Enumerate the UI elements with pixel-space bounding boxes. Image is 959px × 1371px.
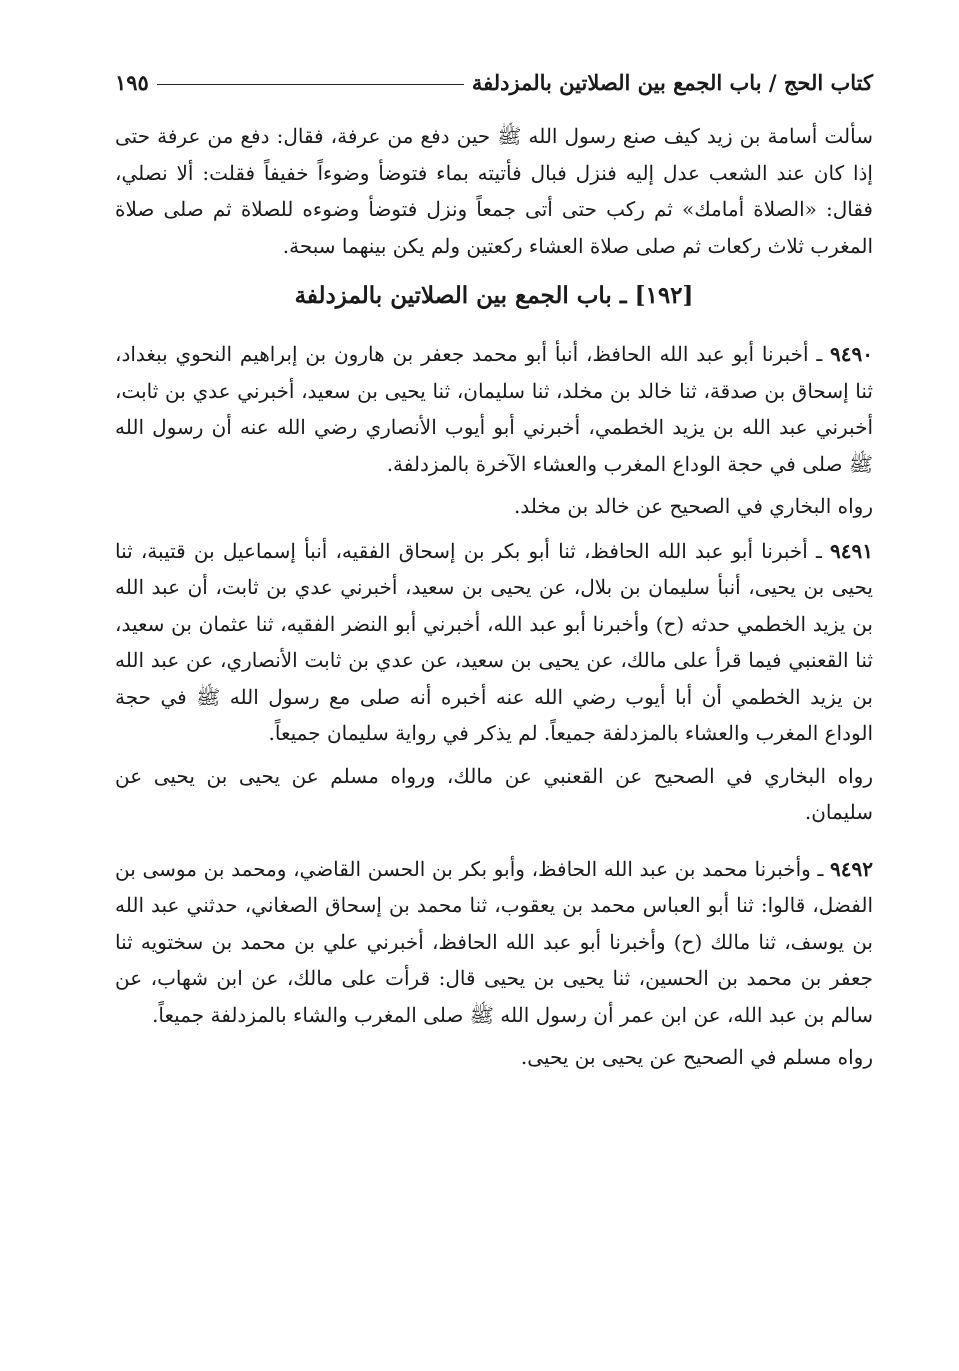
hadith-number: ٩٤٩٠ (830, 342, 874, 366)
book-page (115, 60, 873, 1084)
page-number: ١٩٥ (115, 69, 149, 95)
hadith-note: رواه البخاري في الصحيح عن خالد بن مخلد. (513, 494, 873, 518)
hadith-number: ٩٤٩١ (830, 538, 873, 563)
intro-paragraph: سألت أسامة بن زيد كيف صنع رسول الله ﷺ حين دفع من عرفة، فقال: دفع من عرفة حتى إذا كان عند الشعب عدل إليه فنزل فبال فأتيته بماء فتوضأ وضوءاً خفيفاً فقلت: ألا نصلي، فقال: «الصلاة أمامك» ثم ركب حتى أتى جمعاً ونزل فتوضأ وضوءه للصلاة ثم صلى صلاة المغرب ثلاث ركعات ثم صلى صلاة العشاء ركعتين ولم يكن بينهما سبحة. (115, 124, 873, 258)
hadith-note: رواه مسلم في الصحيح عن يحيى بن يحيى. (520, 1045, 873, 1069)
chapter-heading: [١٩٢] ـ باب الجمع بين الصلاتين بالمزدلفة (294, 282, 694, 309)
running-title: كتاب الحج / باب الجمع بين الصلاتين بالمزدلفة (471, 69, 873, 95)
hadith-paragraph (115, 533, 873, 752)
hadith-text: ـ أخبرنا أبو عبد الله الحافظ، أنبأ أبو محمد جعفر بن هارون بن إبراهيم النحوي ببغداد، ثنا إسحاق بن صدقة، ثنا خالد بن مخلد، ثنا سليمان، ثنا يحيى بن سعيد، أخبرني عدي بن ثابت، أخبرني عبد الله بن يزيد الخطمي، أخبرني أبو أيوب الأنصاري رضي الله عنه أن رسول الله ﷺ صلى في حجة الوداع المغرب والعشاء الآخرة بالمزدلفة. (115, 342, 873, 476)
hadith-paragraph (115, 336, 873, 482)
header-rule (157, 84, 464, 85)
running-header (115, 60, 873, 104)
hadith-number: ٩٤٩٢ (830, 856, 873, 881)
hadith-paragraph (115, 851, 873, 1034)
hadith-text: ـ أخبرنا أبو عبد الله الحافظ، ثنا أبو بكر بن إسحاق الفقيه، أنبأ إسماعيل بن قتيبة، ثنا يحيى بن يحيى، أنبأ سليمان بن بلال، عن يحيى بن سعيد، أخبرني عدي بن ثابت، أن عبد الله بن يزيد الخطمي حدثه (ح) وأخبرنا أبو عبد الله، أخبرني أبو النضر الفقيه، ثنا عثمان بن سعيد، ثنا القعنبي فيما قرأ على مالك، عن يحيى بن سعيد، عن عدي بن ثابت الأنصاري، عن عبد الله بن يزيد الخطمي أن أبا أيوب رضي الله عنه أخبره أنه صلى مع رسول الله ﷺ في حجة الوداع المغرب والعشاء بالمزدلفة جميعاً. لم يذكر في رواية سليمان جميعاً. (115, 538, 873, 745)
body-text (115, 118, 873, 1076)
hadith-note: رواه البخاري في الصحيح عن القعنبي عن مالك، ورواه مسلم عن يحيى بن يحيى عن سليمان. (115, 763, 873, 824)
hadith-text: ـ وأخبرنا محمد بن عبد الله الحافظ، وأبو بكر بن الحسن القاضي، ومحمد بن موسى بن الفضل، قالوا: ثنا أبو العباس محمد بن يعقوب، ثنا محمد بن إسحاق الصغاني، حدثني عبد الله بن يوسف، ثنا مالك (ح) وأخبرنا أبو عبد الله الحافظ، أخبرني علي بن محمد بن سختويه ثنا جعفر بن محمد بن الحسين، ثنا يحيى بن يحيى قال: قرأت على مالك، عن ابن شهاب، عن سالم بن عبد الله، عن ابن عمر أن رسول الله ﷺ صلى المغرب والشاء بالمزدلفة جميعاً. (115, 856, 873, 1027)
